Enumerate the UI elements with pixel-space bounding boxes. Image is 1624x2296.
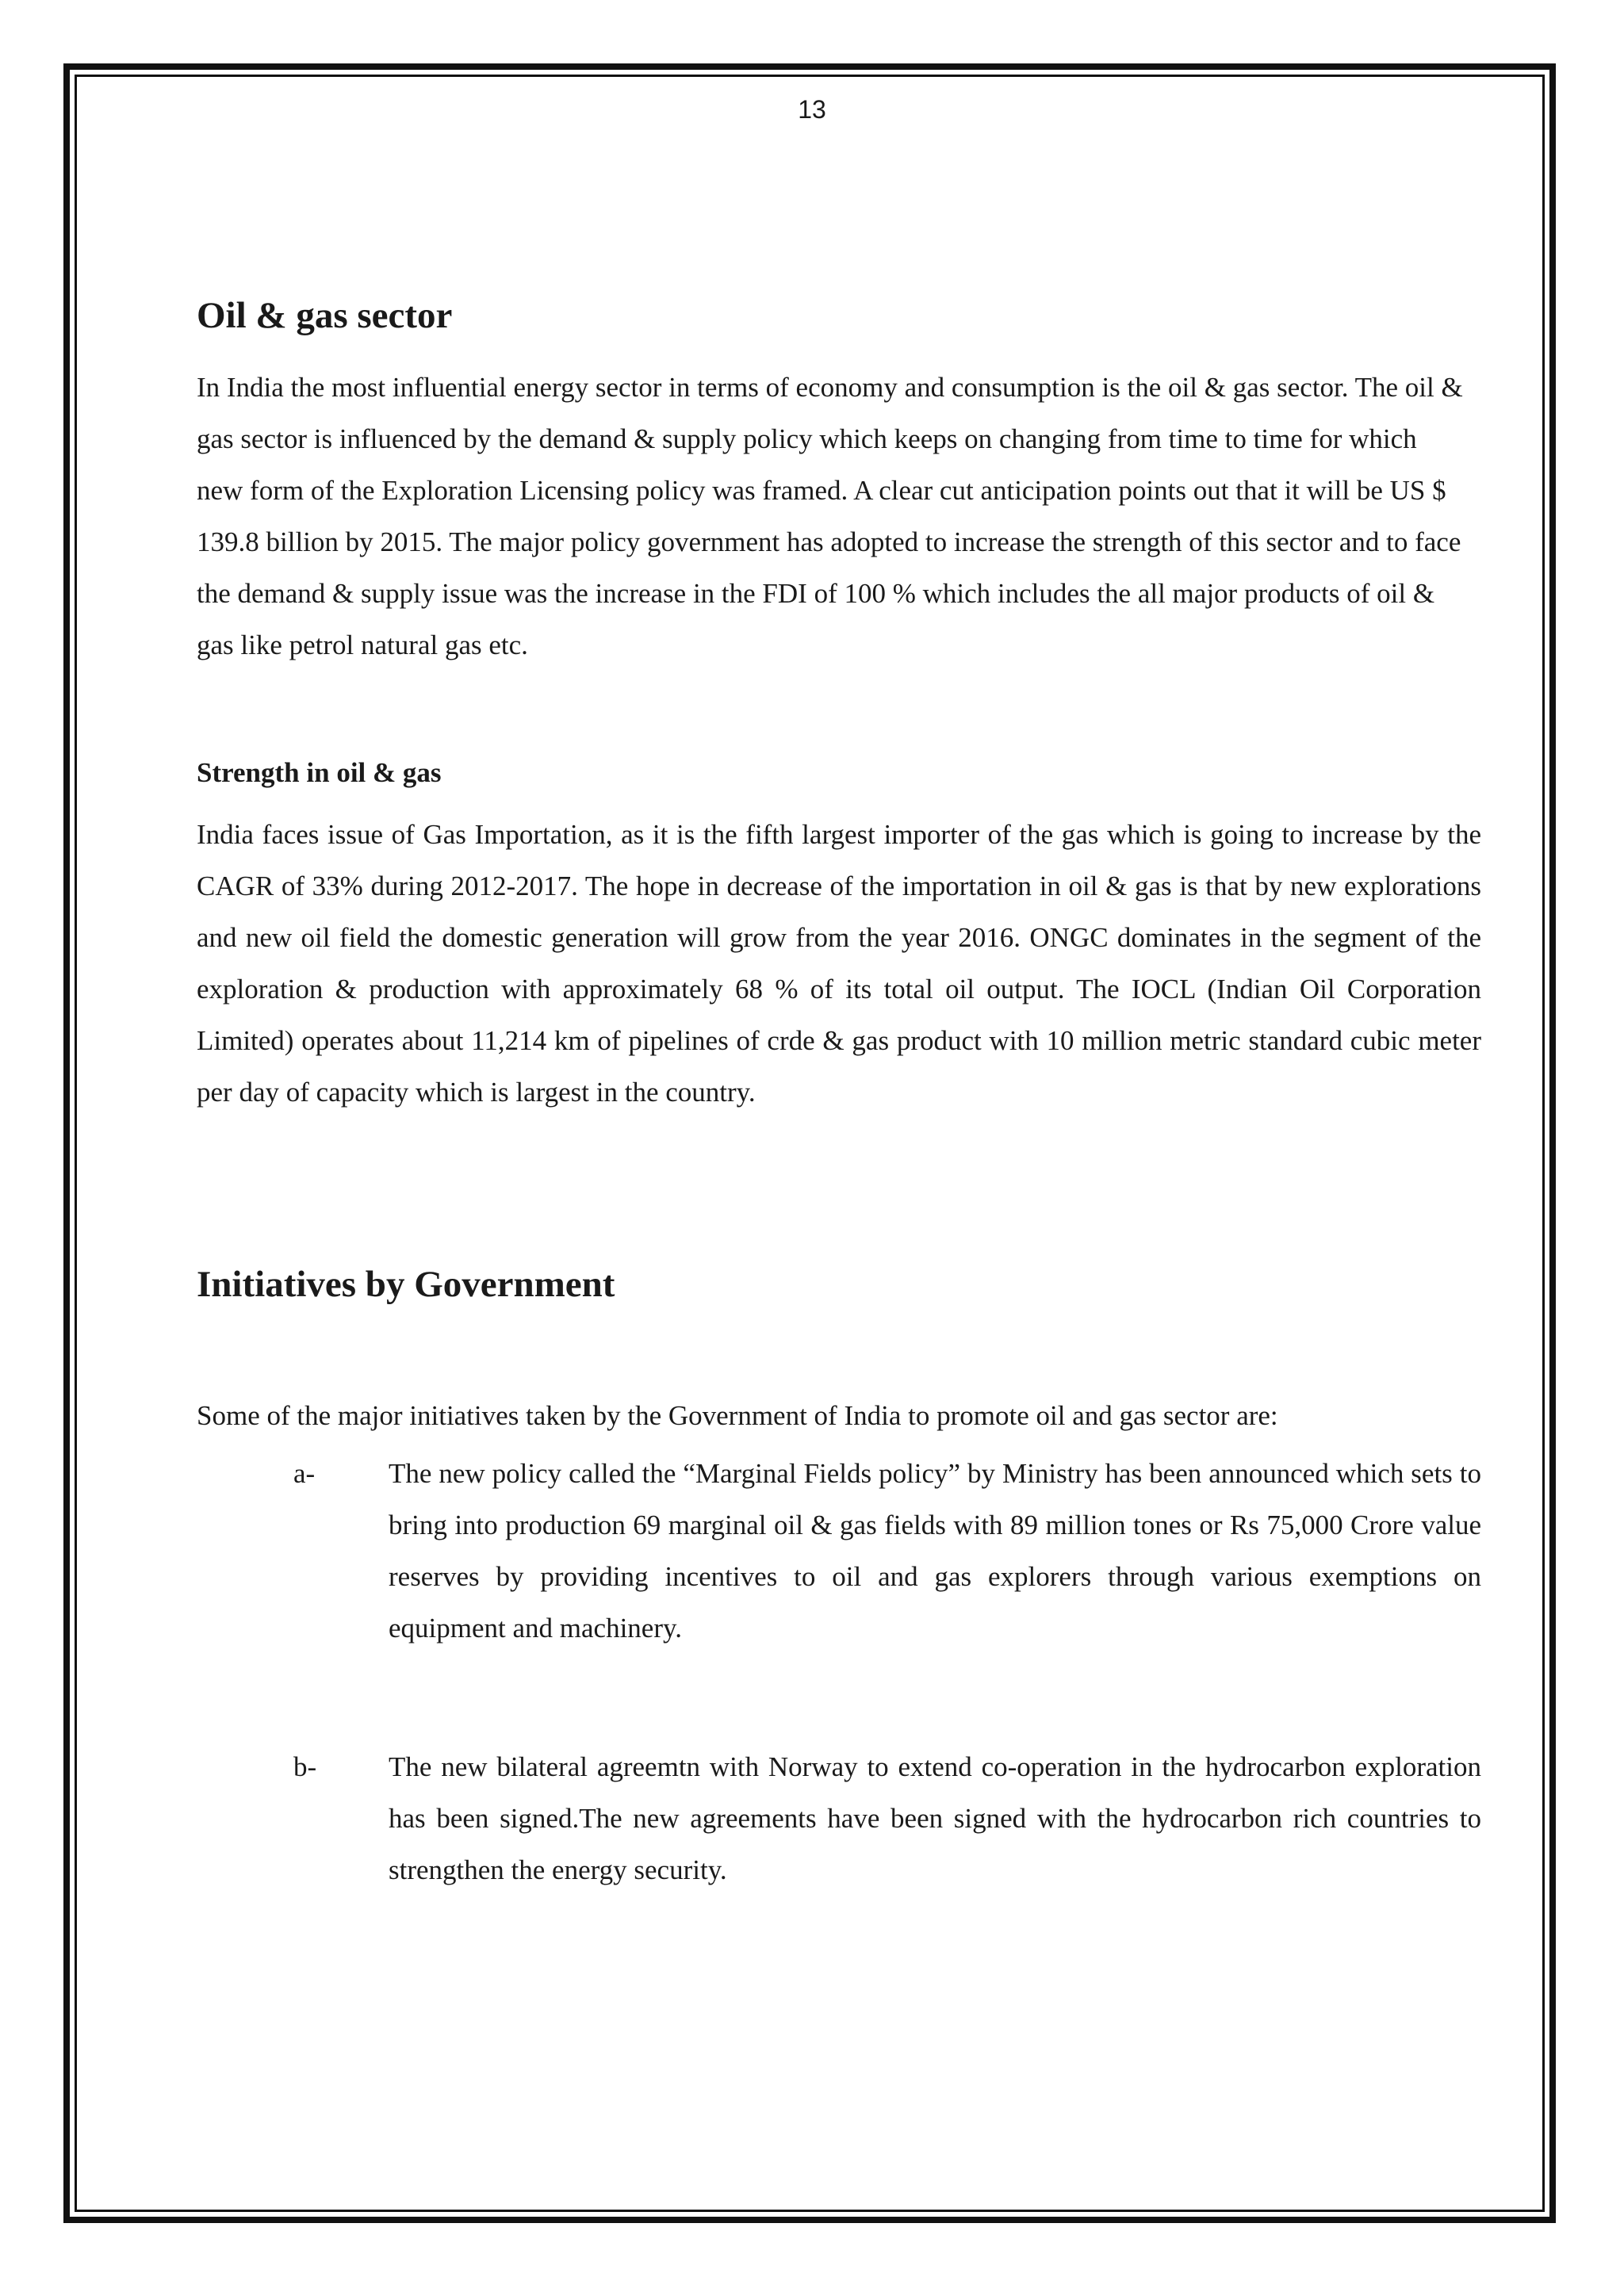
initiatives-heading: Initiatives by Government	[197, 1264, 615, 1306]
list-item-marker: a-	[293, 1457, 316, 1489]
strength-heading: Strength in oil & gas	[197, 757, 442, 789]
page-number: 13	[798, 95, 826, 124]
list-item-marker: b-	[293, 1751, 317, 1782]
document-body	[197, 293, 1481, 1896]
oil-gas-heading: Oil & gas sector	[197, 295, 453, 336]
oil-gas-paragraph: In India the most influential energy sector in terms of economy and consumption is the oil & gas sector. The oil & gas sector is influenced by the demand & supply policy which keeps on changing from time to time for which new form of the Exploration Licensing policy was framed. A clear cut anticipation points out that it will be US $ 139.8 billion by 2015. The major policy government has adopted to increase the strength of this sector and to face the demand & supply issue was the increase in the FDI of 100 % which includes the all major products of oil & gas like petrol natural gas etc.	[197, 372, 1463, 661]
list-item	[197, 1741, 1481, 1896]
strength-paragraph: India faces issue of Gas Importation, as it is the fifth largest importer of the gas which is going to increase by the CAGR of 33% during 2012-2017. The hope in decrease of the importation in oil & gas is that by new explorations and new oil field the domestic generation will grow from the year 2016. ONGC dominates in the segment of the exploration & production with approximately 68 % of its total oil output. The IOCL (Indian Oil Corporation Limited) operates about 11,214 km of pipelines of crde & gas product with 10 million metric standard cubic meter per day of capacity which is largest in the country.	[197, 819, 1481, 1108]
list-item-text: The new policy called the “Marginal Fields policy” by Ministry has been announced which sets to bring into production 69 marginal oil & gas fields with 89 million tones or Rs 75,000 Crore value reserves by providing incentives to oil and gas explorers through various exemptions on equipment and machinery.	[389, 1457, 1481, 1644]
initiatives-intro: Some of the major initiatives taken by the Government of India to promote oil and gas sector are:	[197, 1399, 1278, 1431]
initiatives-list	[197, 1448, 1481, 1896]
list-item-text: The new bilateral agreemtn with Norway to extend co-operation in the hydrocarbon exploration has been signed.The new agreements have been signed with the hydrocarbon rich countries to strengthen the energy security.	[389, 1751, 1481, 1885]
list-item	[197, 1448, 1481, 1654]
